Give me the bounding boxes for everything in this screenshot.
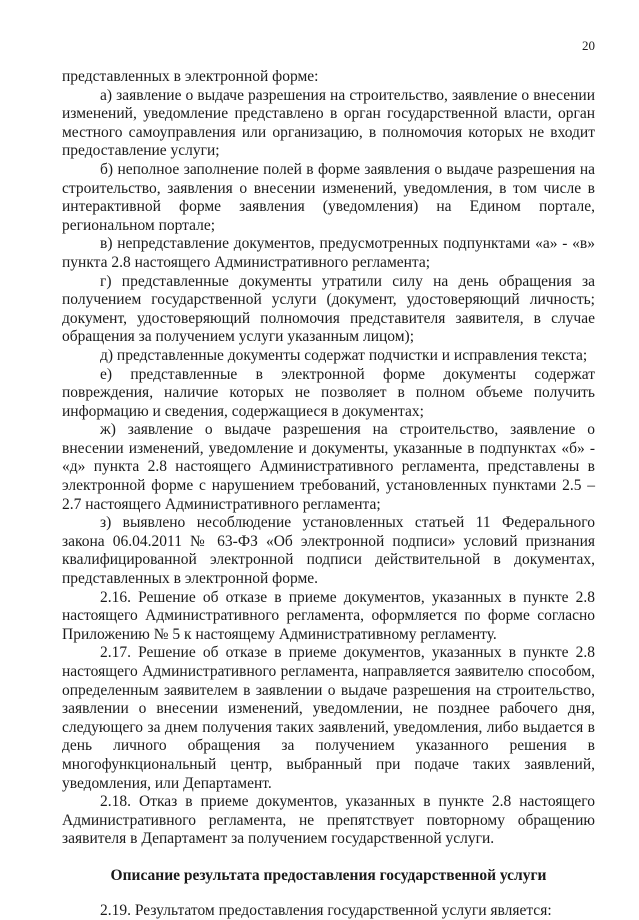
paragraph-continuation: представленных в электронной форме: xyxy=(62,68,319,85)
paragraph-item-d: д) представленные документы содержат подчистки и исправления текста; xyxy=(100,346,588,364)
paragraph-2-16: 2.16. Решение об отказе в приеме документов, указанных в пункте 2.8 настоящего Административного регламента, оформляется по форме согласно Приложению № 5 к настоящему Административному регламенту. xyxy=(62,588,595,643)
paragraph-item-e: е) представленные в электронной форме документы содержат повреждения, наличие которых не позволяет в полном объеме получить информацию и сведения, содержащиеся в документах; xyxy=(62,365,595,420)
paragraph-item-a: а) заявление о выдаче разрешения на строительство, заявление о внесении изменений, уведомление представлено в орган государственной власти, орган местного самоуправления или организацию, в полномочия которых не входит предоставление услуги; xyxy=(62,86,595,160)
paragraph-2-17: 2.17. Решение об отказе в приеме документов, указанных в пункте 2.8 настоящего Административного регламента, направляется заявителю способом, определенным заявителем в заявлении о выдаче разрешения на строительство, заявлении о внесении изменений, уведомлении, не позднее рабочего дня, следующего за днем получения таких заявлений, уведомления, либо выдается в день личного обращения за получением указанного решения в многофункциональный центр, выбранный при подаче таких заявлений, уведомления, или Департамент. xyxy=(62,644,595,792)
paragraph-item-g: г) представленные документы утратили силу на день обращения за получением государственной услуги (документ, удостоверяющий личность; документ, удостоверяющий полномочия представителя заявителя, в случае обращения за получением услуги указанным лицом); xyxy=(62,272,595,346)
paragraph-item-zh: ж) заявление о выдаче разрешения на строительство, заявление о внесении изменений, уведомление и документы, указанные в подпунктах «б» - «д» пункта 2.8 настоящего Административного регламента, представлены в электронной форме с нарушением требований, установленных пунктами 2.5 – 2.7 настоящего Административного регламента; xyxy=(62,421,595,513)
paragraph-item-z: з) выявлено несоблюдение установленных статьей 11 Федерального закона 06.04.2011 № 63-ФЗ «Об электронной подписи» условий признания квалифицированной электронной подписи действительной в документах, представленных в электронной форме. xyxy=(62,514,595,588)
page-number: 20 xyxy=(582,38,595,53)
paragraph-item-v: в) непредставление документов, предусмотренных подпунктами «а» - «в» пункта 2.8 настоящего Административного регламента; xyxy=(62,235,595,271)
section-heading: Описание результата предоставления государственной услуги xyxy=(110,866,547,884)
paragraph-2-19: 2.19. Результатом предоставления государственной услуги является: xyxy=(100,901,552,919)
document-body xyxy=(62,68,595,920)
paragraph-2-18: 2.18. Отказ в приеме документов, указанных в пункте 2.8 настоящего Административного регламента, не препятствует повторному обращению заявителя в Департамент за получением государственной услуги. xyxy=(62,793,595,848)
paragraph-item-b: б) неполное заполнение полей в форме заявления о выдаче разрешения на строительство, заявления о внесении изменений, уведомления, в том числе в интерактивной форме заявления (уведомления) на Едином портале, региональном портале; xyxy=(62,160,595,234)
